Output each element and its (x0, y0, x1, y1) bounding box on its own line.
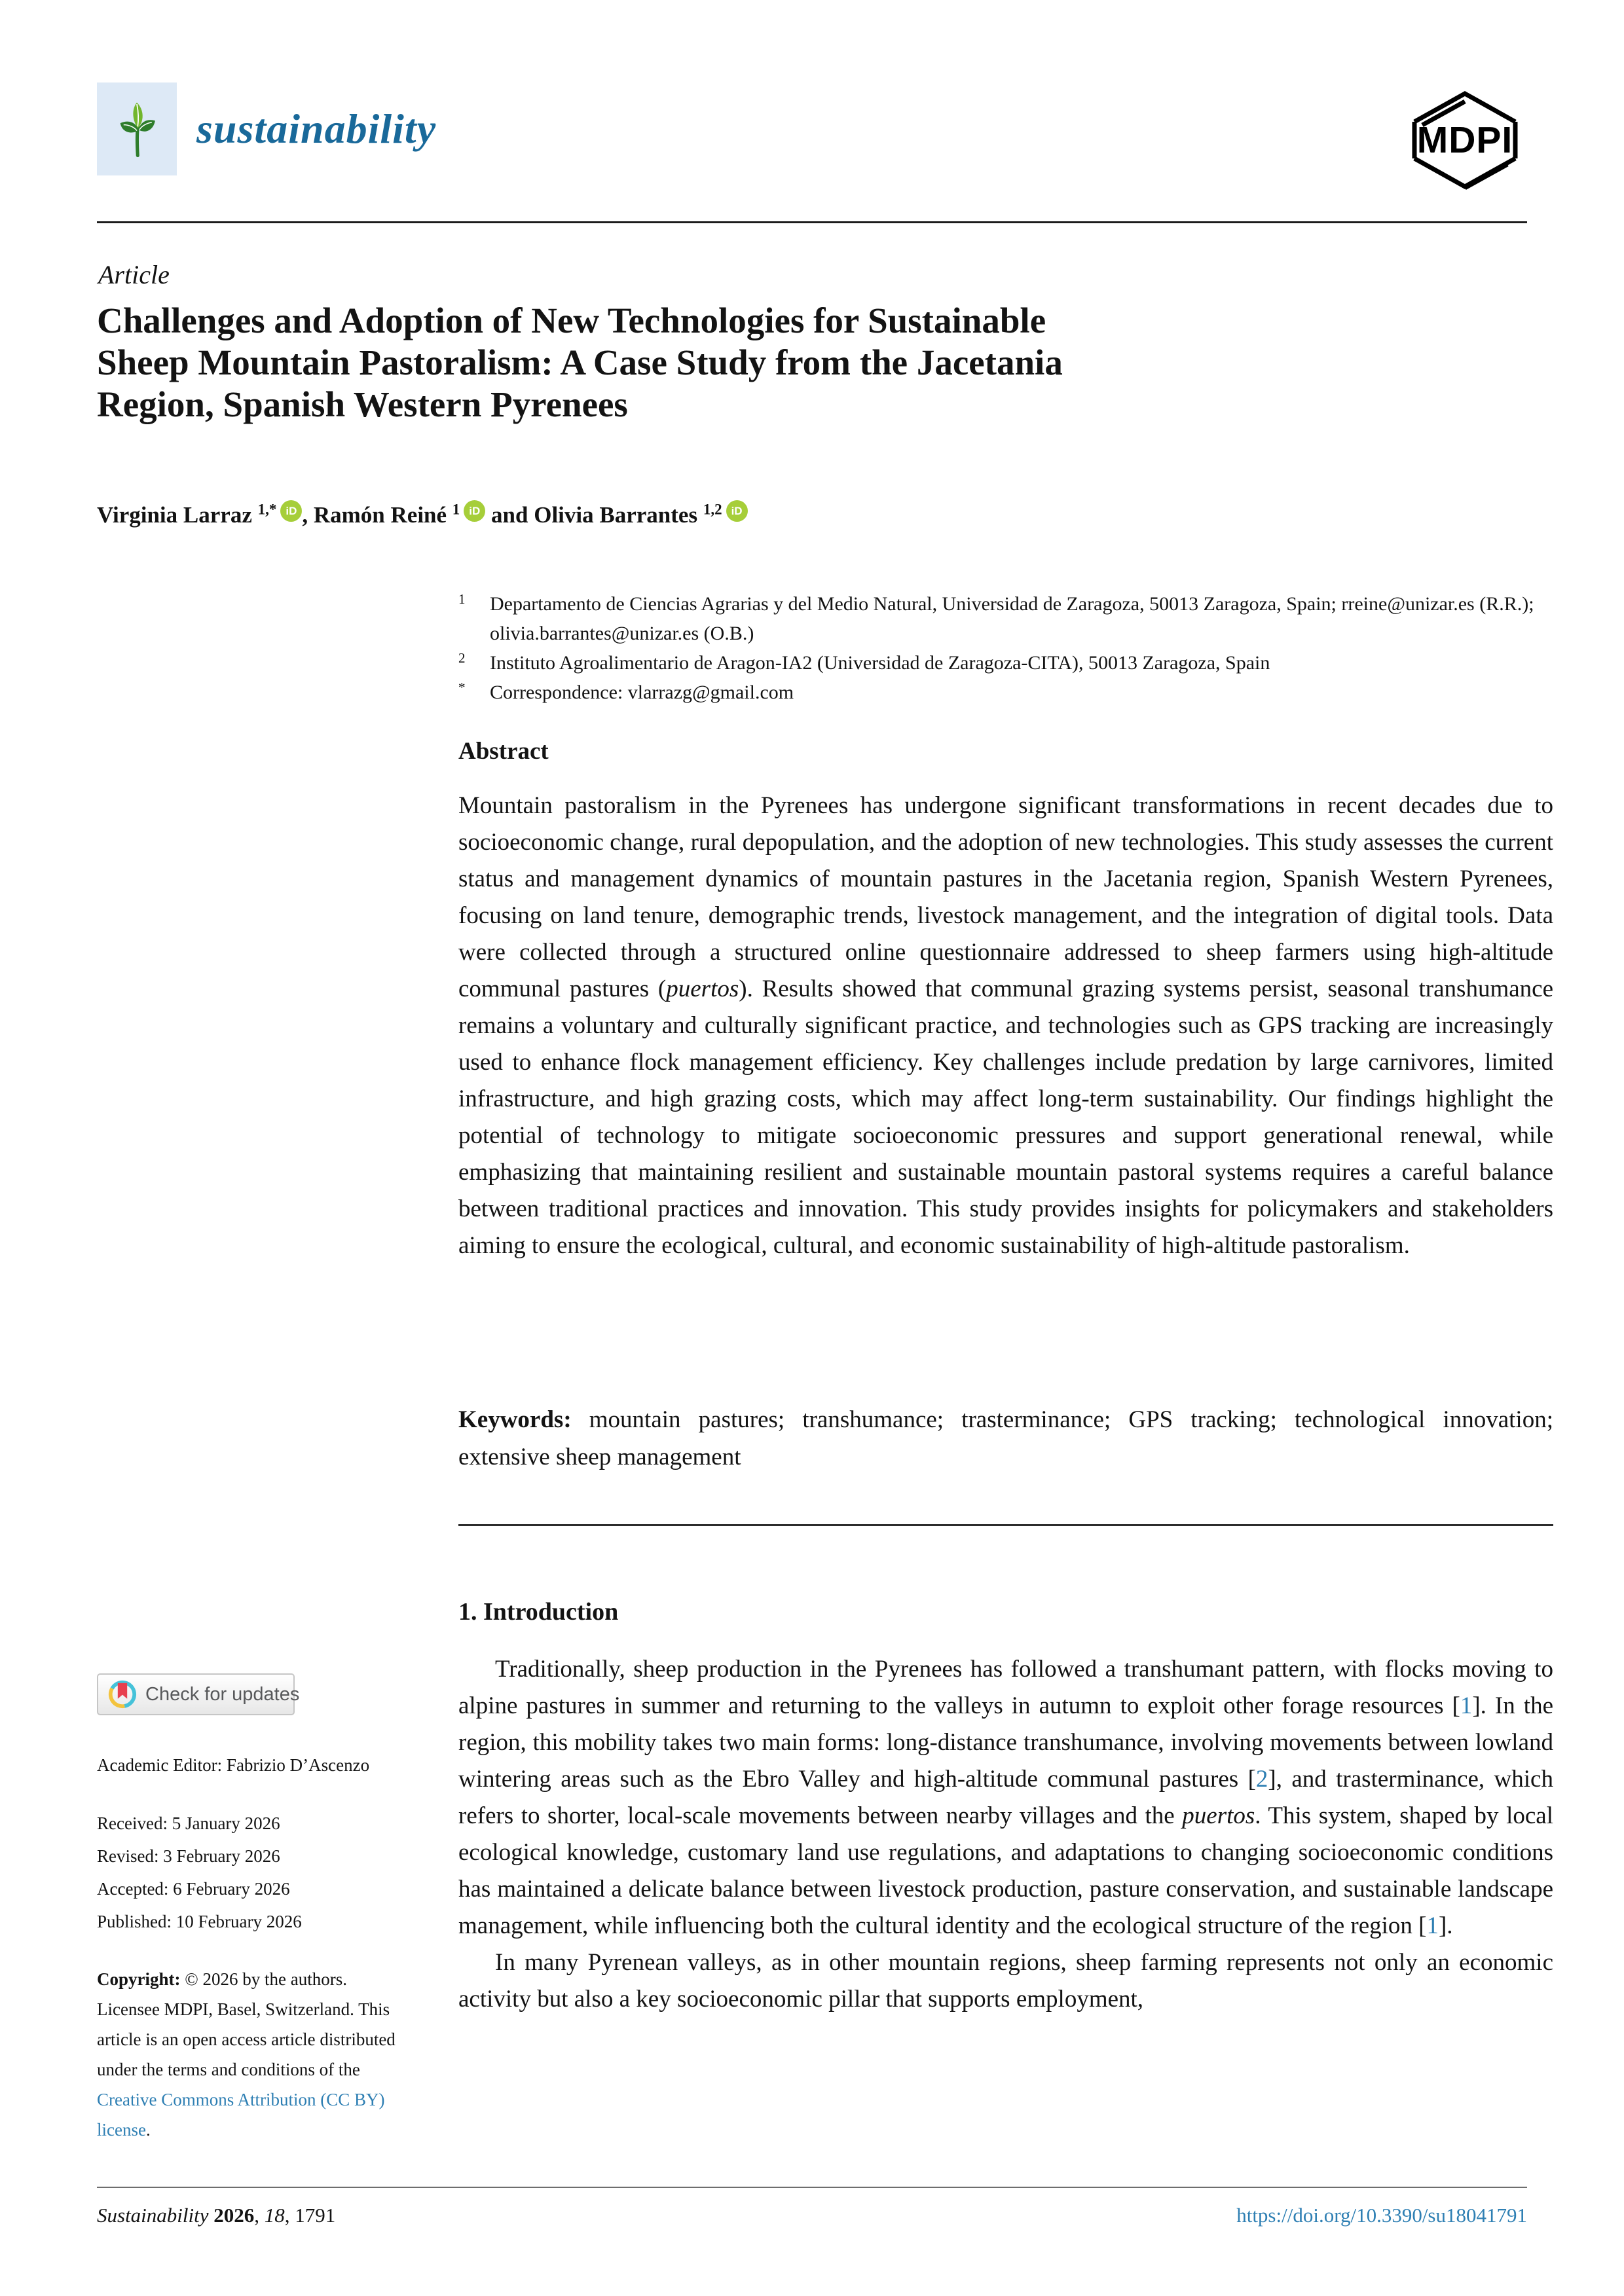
citation-ref-2[interactable]: 2 (1255, 1766, 1268, 1793)
abstract-part: ). Results showed that communal grazing systems persist, seasonal transhumance remains a voluntary and culturally significant practice, and technologies such as GPS tracking are increasingly used to enhance flock management efficiency. Key challenges include predation by large carnivores, limited infrastructure, and high grazing costs, which may affect long-term sustainability. Our findings highlight the potential of technology to mitigate socioeconomic pressures and support generational renewal, while emphasizing that maintaining resilient and sustainable mountain pastoral systems requires a careful balance between traditional practices and innovation. This study provides insights for policymakers and stakeholders aiming to ensure the ecological, cultural, and economic sustainability of high-altitude pastoralism. (458, 975, 1554, 1259)
article-title (97, 300, 1544, 426)
published-date: Published: 10 February 2026 (97, 1912, 302, 1931)
affiliation-row (458, 678, 1553, 707)
affiliation-marker: 2 (458, 650, 466, 666)
abstract-italic-term: puertos (666, 975, 739, 1002)
copyright-text: © 2026 by the authors. Licensee MDPI, Basel, Switzerland. This article is an open access article distributed under the terms and conditions of the (97, 1969, 396, 2079)
left-sidebar (97, 1673, 411, 2145)
header-divider (97, 221, 1527, 223)
body-text: ], and trasterminance, which refers to shorter, local-scale movements between nearby villages and the (458, 1766, 1553, 1829)
author-name: Ramón Reiné (313, 502, 452, 528)
affiliation-row (458, 589, 1553, 648)
keywords-line (458, 1401, 1553, 1476)
abstract-text (458, 788, 1553, 1264)
check-for-updates-button[interactable] (97, 1673, 300, 1715)
check-for-updates-label: Check for updates (145, 1684, 300, 1705)
citation-ref-1[interactable]: 1 (1460, 1692, 1473, 1719)
copyright-label: Copyright: (97, 1969, 185, 1989)
copyright-period: . (145, 2120, 151, 2140)
affiliation-marker: 1 (458, 591, 466, 607)
introduction-heading: 1. Introduction (458, 1598, 619, 1626)
orcid-icon[interactable]: iD (464, 500, 485, 522)
copyright-notice (97, 1964, 396, 2145)
cc-by-license-link[interactable]: Creative Commons Attribution (CC BY) license (97, 2090, 385, 2140)
author-affil-sup: 1 (452, 501, 460, 518)
body-text: ]. In the region, this mobility takes two main forms: long-distance transhumance, involving movements between lowland wintering areas such as the Ebro Valley and high-altitude communal pastures [ (458, 1692, 1553, 1793)
abstract-part: Mountain pastoralism in the Pyrenees has undergone significant transformations in recent decades due to socioeconomic change, rural depopulation, and the adoption of new technologies. This study assesses the current status and management dynamics of mountain pastures in the Jacetania region, Spanish Western Pyrenees, focusing on land tenure, demographic trends, livestock management, and the integration of digital tools. Data were collected through a structured online questionnaire addressed to sheep farmers using high-altitude communal pastures ( (458, 792, 1553, 1002)
academic-editor-line: Academic Editor: Fabrizio D’Ascenzo (97, 1755, 370, 1775)
mdpi-wordmark: MDPI (1416, 119, 1513, 161)
title-line: Region, Spanish Western Pyrenees (97, 384, 628, 424)
journal-name: sustainability (196, 105, 437, 152)
correspondence-text: Correspondence: vlarrazg@gmail.com (490, 682, 794, 703)
footer-divider (97, 2187, 1527, 2188)
footer-volume: 18 (264, 2204, 285, 2227)
body-text: ]. (1438, 1912, 1453, 1939)
author-name: Virginia Larraz (97, 502, 258, 528)
title-line: Challenges and Adoption of New Technologies for Sustainable (97, 301, 1046, 340)
doi-link[interactable]: https://doi.org/10.3390/su18041791 (1236, 2204, 1527, 2227)
abstract-section (458, 737, 1553, 1264)
author-separator: and (485, 502, 534, 528)
crossmark-icon (107, 1679, 138, 1709)
affiliations (458, 589, 1553, 707)
footer-year: 2026 (213, 2204, 255, 2227)
footer-journal-name: Sustainability (97, 2204, 209, 2227)
intro-paragraph-2: In many Pyrenean valleys, as in other mountain regions, sheep farming represents not only an economic activity but also a key socioeconomic pillar that supports employment, (458, 1949, 1553, 2013)
body-text: Traditionally, sheep production in the Pyrenees has followed a transhumant pattern, with flocks moving to alpine pastures in summer and returning to the valleys in autumn to exploit other forage resources [ (458, 1656, 1553, 1719)
affiliation-row (458, 648, 1553, 678)
affiliation-text: Departamento de Ciencias Agrarias y del Medio Natural, Universidad de Zaragoza, 50013 Zaragoza, Spain; rreine@unizar.es (R.R.); olivia.barrantes@unizar.es (O.B.) (490, 593, 1534, 644)
affiliation-marker: * (458, 680, 466, 695)
body-italic-term: puertos (1182, 1802, 1255, 1829)
author-separator: , (302, 502, 314, 528)
abstract-heading: Abstract (458, 738, 549, 765)
body-text: . This system, shaped by local ecological knowledge, customary land use regulations, and adaptations to changing socioeconomic conditions has maintained a delicate balance between livestock production, pasture conservation, and sustainable landscape management, while influencing both the cultural identity and the ecological structure of the region [ (458, 1802, 1553, 1939)
footer-sep: , (254, 2204, 265, 2227)
authors-line (97, 500, 748, 528)
revised-date: Revised: 3 February 2026 (97, 1846, 280, 1866)
front-matter-divider (458, 1524, 1553, 1526)
author-affil-sup: 1,2 (703, 501, 722, 518)
citation-ref-1[interactable]: 1 (1426, 1912, 1439, 1939)
intro-paragraph-1 (458, 1651, 1553, 1944)
article-history (97, 1807, 411, 1938)
author-affil-sup: 1,* (257, 501, 277, 518)
article-type-label: Article (98, 260, 170, 289)
leaf-icon-svg (112, 99, 162, 159)
main-text-column (458, 1597, 1553, 2018)
keywords-label: Keywords: (458, 1406, 589, 1433)
journal-logo[interactable] (97, 82, 436, 175)
sustainability-leaf-icon (97, 82, 177, 175)
citation-info (97, 2204, 335, 2227)
footer-article-number: , 1791 (284, 2204, 336, 2227)
affiliation-text: Instituto Agroalimentario de Aragon-IA2 (Universidad de Zaragoza-CITA), 50013 Zaragoza, Spain (490, 652, 1270, 674)
author-name: Olivia Barrantes (534, 502, 703, 528)
orcid-icon[interactable]: iD (280, 500, 302, 522)
accepted-date: Accepted: 6 February 2026 (97, 1879, 290, 1899)
mdpi-logo[interactable] (1403, 88, 1527, 192)
page-footer (97, 2204, 1527, 2227)
keywords-text: mountain pastures; transhumance; trasterminance; GPS tracking; technological innovation; extensive sheep management (458, 1406, 1553, 1470)
orcid-icon[interactable]: iD (726, 500, 748, 522)
title-line: Sheep Mountain Pastoralism: A Case Study from the Jacetania (97, 342, 1063, 382)
received-date: Received: 5 January 2026 (97, 1813, 280, 1833)
